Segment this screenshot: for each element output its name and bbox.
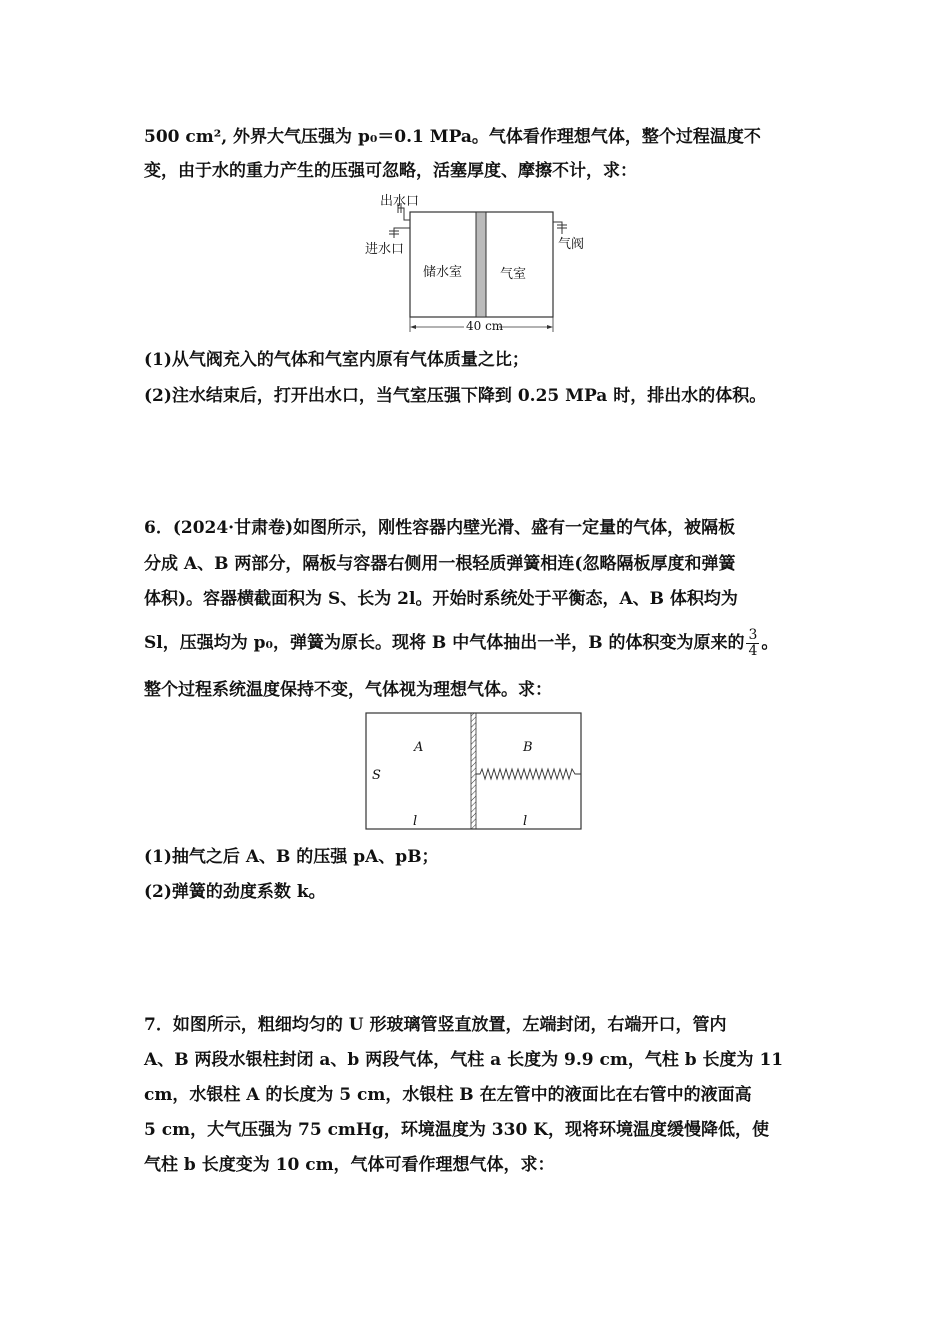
q7-text-line-2: A、B 两段水银柱封闭 a、b 两段气体，气柱 a 长度为 9.9 cm，气柱 b 长度为 11 [144,1050,784,1070]
storage-room-label: 储水室 [423,265,463,280]
q5-tank-diagram [360,190,600,340]
gas-room-label: 气室 [500,267,527,282]
q5-sub-question-1: (1)从气阀充入的气体和气室内原有气体质量之比； [144,350,529,370]
fraction-denominator: 4 [748,643,758,659]
q7-text-line-5: 气柱 b 长度变为 10 cm，气体可看作理想气体，求： [144,1155,555,1175]
label-l-right: l [523,814,528,829]
q6-sub-question-1: (1)抽气之后 A、B 的压强 pA、pB； [144,847,439,867]
q5-text-line-1: 500 cm², 外界大气压强为 p₀＝0.1 MPa。气体看作理想气体，整个过程温度不 [144,127,761,147]
label-s: S [372,768,381,783]
width-label: 40 cm [466,319,504,333]
q7-text-line-3: cm，水银柱 A 的长度为 5 cm，水银柱 B 在左管中的液面比在右管中的液面高 [144,1085,752,1105]
q5-figure-tank [360,190,600,340]
q7-text-line-4: 5 cm，大气压强为 75 cmHg，环境温度为 330 K，现将环境温度缓慢降低，使 [144,1120,769,1140]
label-b: B [523,740,533,755]
fraction-three-quarters [746,628,759,659]
q6-line-4-end: 。 [761,633,779,653]
q6-figure-container [360,708,590,838]
q6-sub-question-2: (2)弹簧的劲度系数 k。 [144,882,326,902]
fraction-numerator: 3 [748,627,758,643]
q6-text-line-5: 整个过程系统温度保持不变，气体视为理想气体。求： [144,680,552,700]
inlet-label: 进水口 [365,242,405,257]
q5-text-line-2: 变，由于水的重力产生的压强可忽略，活塞厚度、摩擦不计，求： [144,161,637,181]
q6-container-diagram [360,708,590,838]
q6-text-line-1: 6．(2024·甘肃卷)如图所示，刚性容器内壁光滑、盛有一定量的气体，被隔板 [144,518,736,538]
q7-text-line-1: 7．如图所示，粗细均匀的 U 形玻璃管竖直放置，左端封闭，右端开口，管内 [144,1015,727,1035]
valve-label: 气阀 [558,237,585,252]
q6-text-line-3: 体积)。容器横截面积为 S、长为 2l。开始时系统处于平衡态，A、B 体积均为 [144,589,738,609]
q6-text-line-4 [144,628,778,659]
label-l-left: l [413,814,418,829]
q6-line-4-text: Sl，压强均为 p₀，弹簧为原长。现将 B 中气体抽出一半，B 的体积变为原来的 [144,633,745,653]
q5-sub-question-2: (2)注水结束后，打开出水口，当气室压强下降到 0.25 MPa 时，排出水的体积。 [144,386,767,406]
label-a: A [414,740,424,755]
outlet-label: 出水口 [380,194,420,209]
q6-text-line-2: 分成 A、B 两部分，隔板与容器右侧用一根轻质弹簧相连(忽略隔板厚度和弹簧 [144,554,736,574]
